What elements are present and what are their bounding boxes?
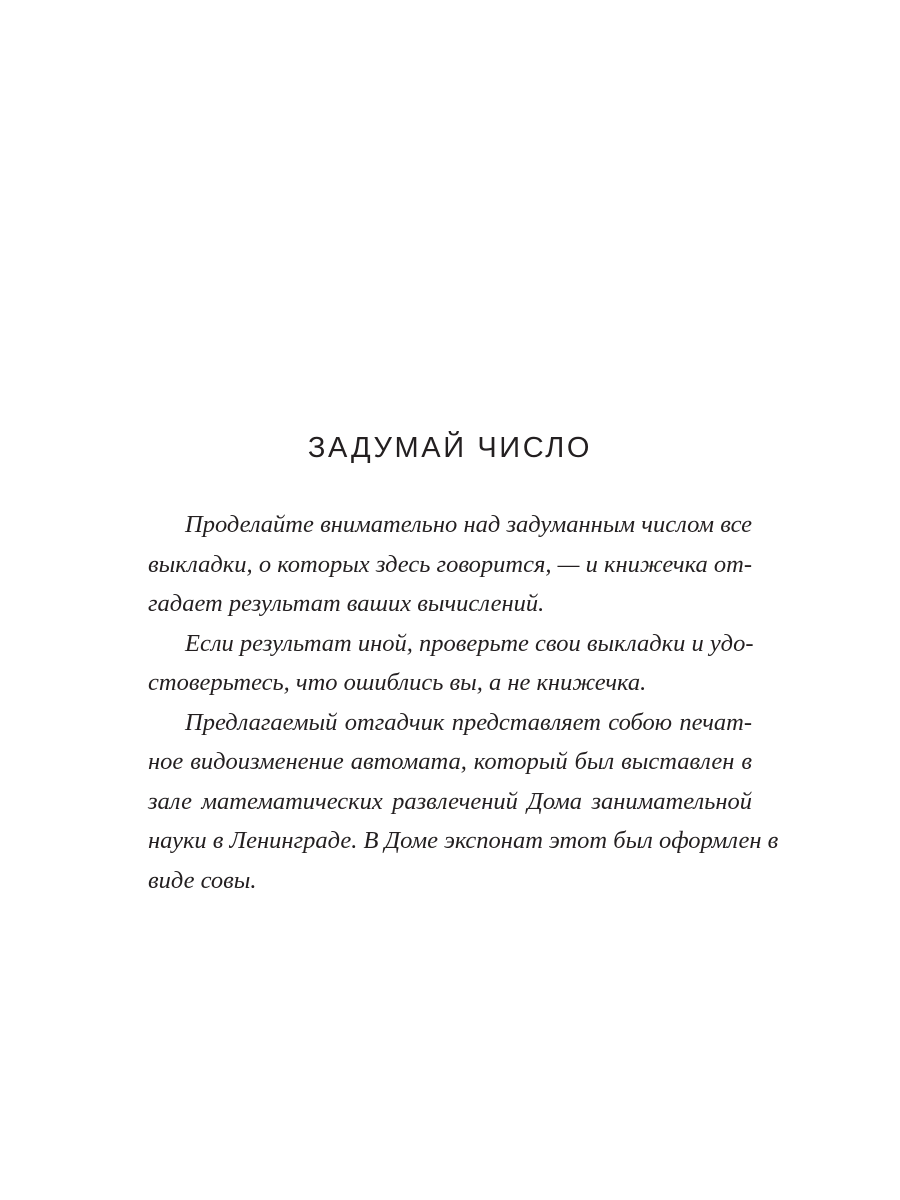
paragraph-line: стоверьтесь, что ошиблись вы, а не книжечка. — [148, 669, 647, 696]
paragraph-line: виде совы. — [148, 866, 257, 894]
paragraph-line: гадает результат ваших вычислений. — [148, 590, 545, 617]
paragraph-line: зале математических развлечений Дома занимательной — [148, 787, 752, 815]
paragraph-1 — [148, 505, 752, 624]
paragraph-line: Проделайте внимательно над задуманным числом все — [185, 511, 752, 538]
paragraph-2 — [148, 624, 752, 703]
chapter-title: ЗАДУМАЙ ЧИСЛО — [307, 432, 593, 464]
paragraph-line: Предлагаемый отгадчик представляет собою печат- — [185, 708, 752, 736]
paragraph-3 — [148, 703, 779, 901]
paragraph-line: выкладки, о которых здесь говорится, — и книжечка от- — [148, 550, 752, 578]
paragraph-line: науки в Ленинграде. В Доме экспонат этот был оформлен в — [148, 827, 779, 854]
body-text — [148, 505, 779, 900]
paragraph-line: ное видоизменение автомата, который был выставлен в — [148, 748, 752, 775]
paragraph-line: Если результат иной, проверьте свои выкладки и удо- — [185, 629, 754, 657]
